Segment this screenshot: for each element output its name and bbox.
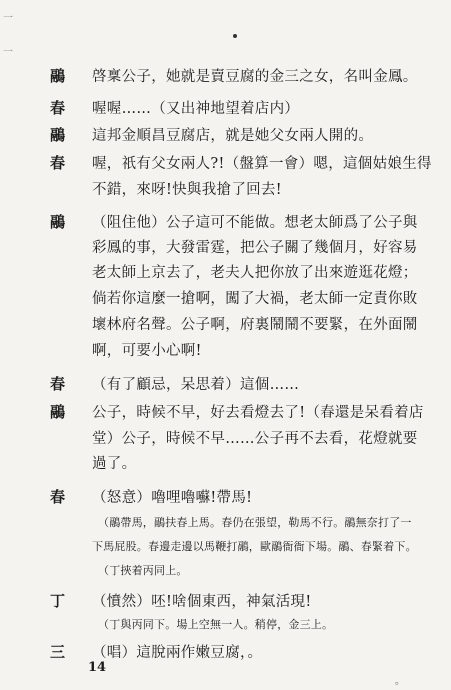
dialogue-text: 啊，可要小心啊! — [92, 343, 202, 359]
page-number: 14 — [88, 660, 107, 675]
stage-direction-text: （鷊帶馬，鷊扶春上馬。春仍在張望，勒馬不行。鷊無奈打了一 — [98, 516, 412, 529]
dialogue-text: 壞林府名聲。公子啊，府裏鬧鬧不要緊，在外面鬧 — [92, 317, 418, 333]
dialogue-text: 這邦金順昌豆腐店，就是她父女兩人開的。 — [92, 128, 374, 144]
speaker-label: 春 — [50, 99, 66, 117]
edge-mark: 一 — [3, 47, 13, 58]
dialogue-text: 堂）公子，時候不早……公子再不去看，花燈就要 — [92, 431, 418, 447]
speaker-label: 鷊 — [50, 67, 66, 85]
dialogue-text: 倘若你這麼一搶啊，闖了大禍，老太師一定責你敗 — [92, 291, 418, 307]
dialogue-text: 喔，祇有父女兩人?!（盤算一會）嗯，這個姑娘生得 — [92, 156, 432, 172]
dialogue-text: （怒意）嚕哩嚕囌!帶馬! — [92, 490, 253, 506]
speaker-label: 鷊 — [50, 126, 66, 144]
dialogue-text: 啓稟公子，她就是賣豆腐的金三之女，名叫金鳳。 — [92, 69, 418, 85]
edge-mark: 一 — [3, 13, 13, 24]
dialogue-text: （憤然）呸!啥個東西，神氣活現! — [92, 594, 312, 610]
stage-direction-text: 下馬屁股。春邊走邊以馬鞭打鷊，歐鷊衙衙下場。鷊、春緊着下。 — [92, 540, 417, 553]
speaker-label: 鷊 — [50, 403, 66, 421]
speaker-label: 鷊 — [50, 213, 66, 231]
dialogue-text: （阻住他）公子這可不能做。想老太師爲了公子與 — [92, 215, 418, 231]
dialogue-text: （有了顧忌，呆思着）這個…… — [92, 377, 300, 393]
dialogue-text: 老太師上京去了，老夫人把你放了出來遊逛花燈； — [92, 265, 418, 281]
dialogue-text: 不錯，來呀!快與我搶了回去! — [92, 182, 282, 198]
dialogue-text: 過了。 — [92, 456, 137, 472]
dialogue-text: 彩鳳的事，大發雷霆，把公子關了幾個月，好容易 — [92, 240, 418, 256]
speaker-label: 春 — [50, 375, 66, 393]
speaker-label: 春 — [50, 488, 66, 506]
dialogue-text: 公子，時候不早，好去看燈去了!（春還是呆看着店 — [92, 405, 424, 421]
speaker-label: 三 — [50, 643, 66, 661]
speaker-label: 丁 — [50, 592, 66, 610]
dialogue-text: （唱）這脫兩作嫩豆腐，。 — [92, 645, 263, 661]
dialogue-text: 喔喔……（又出神地望着店内） — [92, 101, 300, 117]
page-top-dot — [233, 34, 237, 38]
end-mark: 。 — [395, 676, 405, 687]
speaker-label: 春 — [50, 154, 66, 172]
stage-direction-text: （丁挾着丙同上。 — [98, 564, 188, 577]
stage-direction-text: （丁與丙同下。場上空無一人。稍停，金三上。 — [98, 618, 334, 631]
